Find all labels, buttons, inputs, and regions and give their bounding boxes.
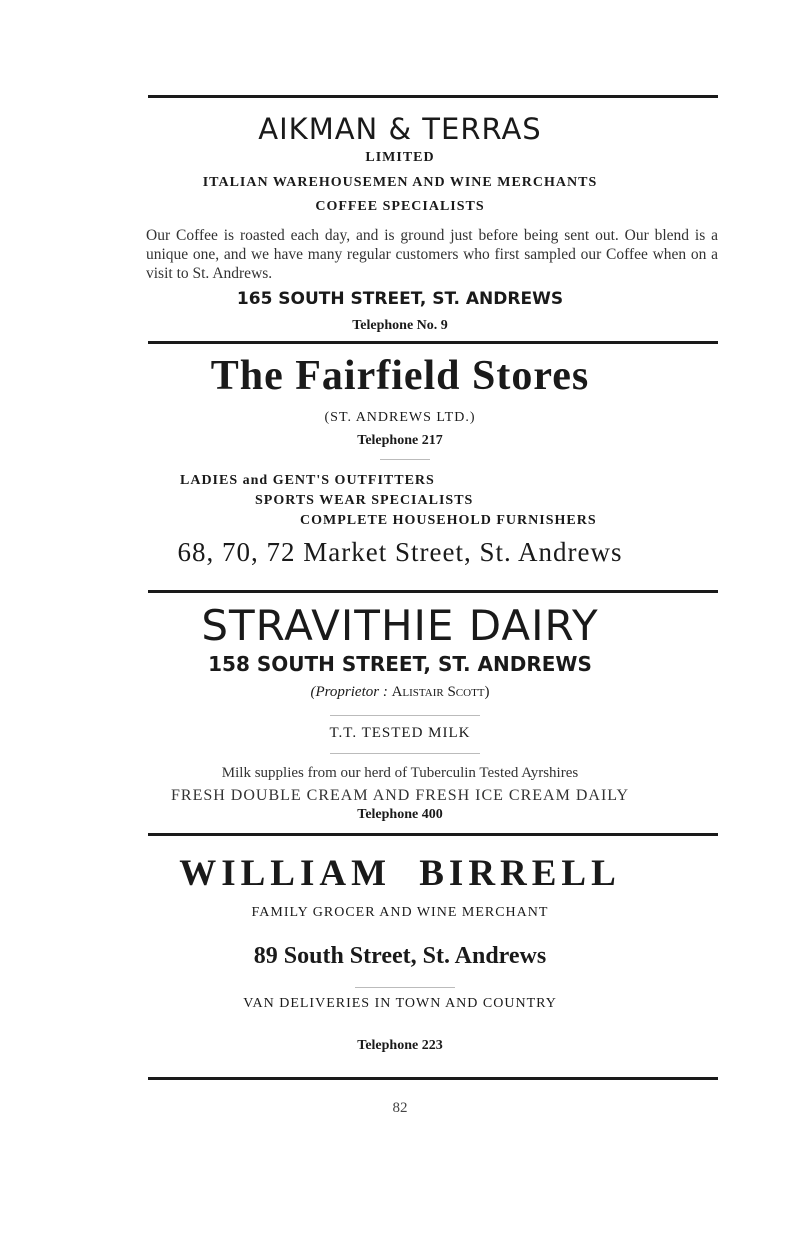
ad3-proprietor-label: (Proprietor : xyxy=(310,684,388,700)
divider-rule xyxy=(148,590,718,593)
ad2-line3: COMPLETE HOUSEHOLD FURNISHERS xyxy=(300,513,597,528)
ad2-name: The Fairfield Stores xyxy=(210,353,590,399)
ad2-address: 68, 70, 72 Market Street, St. Andrews xyxy=(177,537,623,567)
ad1-address: 165 SOUTH STREET, ST. ANDREWS xyxy=(236,289,564,309)
ad3-line1: Milk supplies from our herd of Tuberculin Tested Ayrshires xyxy=(221,765,579,781)
ad1-specialty: COFFEE SPECIALISTS xyxy=(315,199,485,214)
short-divider xyxy=(355,987,455,988)
ad2-telephone: Telephone 217 xyxy=(357,433,443,448)
top-rule xyxy=(148,95,718,98)
ad2-line1: LADIES and GENT'S OUTFITTERS xyxy=(180,473,435,488)
ad1-trade: ITALIAN WAREHOUSEMEN AND WINE MERCHANTS xyxy=(202,175,598,190)
ad3-tested: T.T. TESTED MILK xyxy=(329,725,471,741)
ad1-body: Our Coffee is roasted each day, and is ground just before being sent out. Our blend is a unique one, and we have many regular customers who first sampled our Coffee when on a visit to St. Andrews. xyxy=(146,227,718,282)
ad4-telephone: Telephone 223 xyxy=(357,1038,443,1053)
short-divider xyxy=(380,459,430,460)
ad1-subtitle: LIMITED xyxy=(365,150,435,165)
short-divider xyxy=(330,715,480,716)
ad4-deliveries: VAN DELIVERIES IN TOWN AND COUNTRY xyxy=(243,996,557,1011)
bottom-rule xyxy=(148,1077,718,1080)
divider-rule xyxy=(148,341,718,344)
ad3-proprietor-name: Alistair Scott) xyxy=(391,684,490,700)
ad4-trade: FAMILY GROCER AND WINE MERCHANT xyxy=(251,905,549,920)
ad4-address: 89 South Street, St. Andrews xyxy=(253,943,547,969)
divider-rule xyxy=(148,833,718,836)
ad2-line2: SPORTS WEAR SPECIALISTS xyxy=(255,493,474,508)
ad4-name: WILLIAM BIRRELL xyxy=(179,853,621,894)
ad2-subtitle: (ST. ANDREWS LTD.) xyxy=(324,410,476,425)
ad3-proprietor xyxy=(0,684,800,701)
ad3-telephone: Telephone 400 xyxy=(357,807,443,822)
page-number: 82 xyxy=(392,1100,408,1116)
ad1-telephone: Telephone No. 9 xyxy=(352,318,448,333)
ad3-line2: FRESH DOUBLE CREAM AND FRESH ICE CREAM DAILY xyxy=(171,787,629,804)
ad1-name: AIKMAN & TERRAS xyxy=(258,112,542,146)
short-divider xyxy=(330,753,480,754)
ad3-address: 158 SOUTH STREET, ST. ANDREWS xyxy=(208,652,592,676)
ad3-name: STRAVITHIE DAIRY xyxy=(201,601,599,650)
